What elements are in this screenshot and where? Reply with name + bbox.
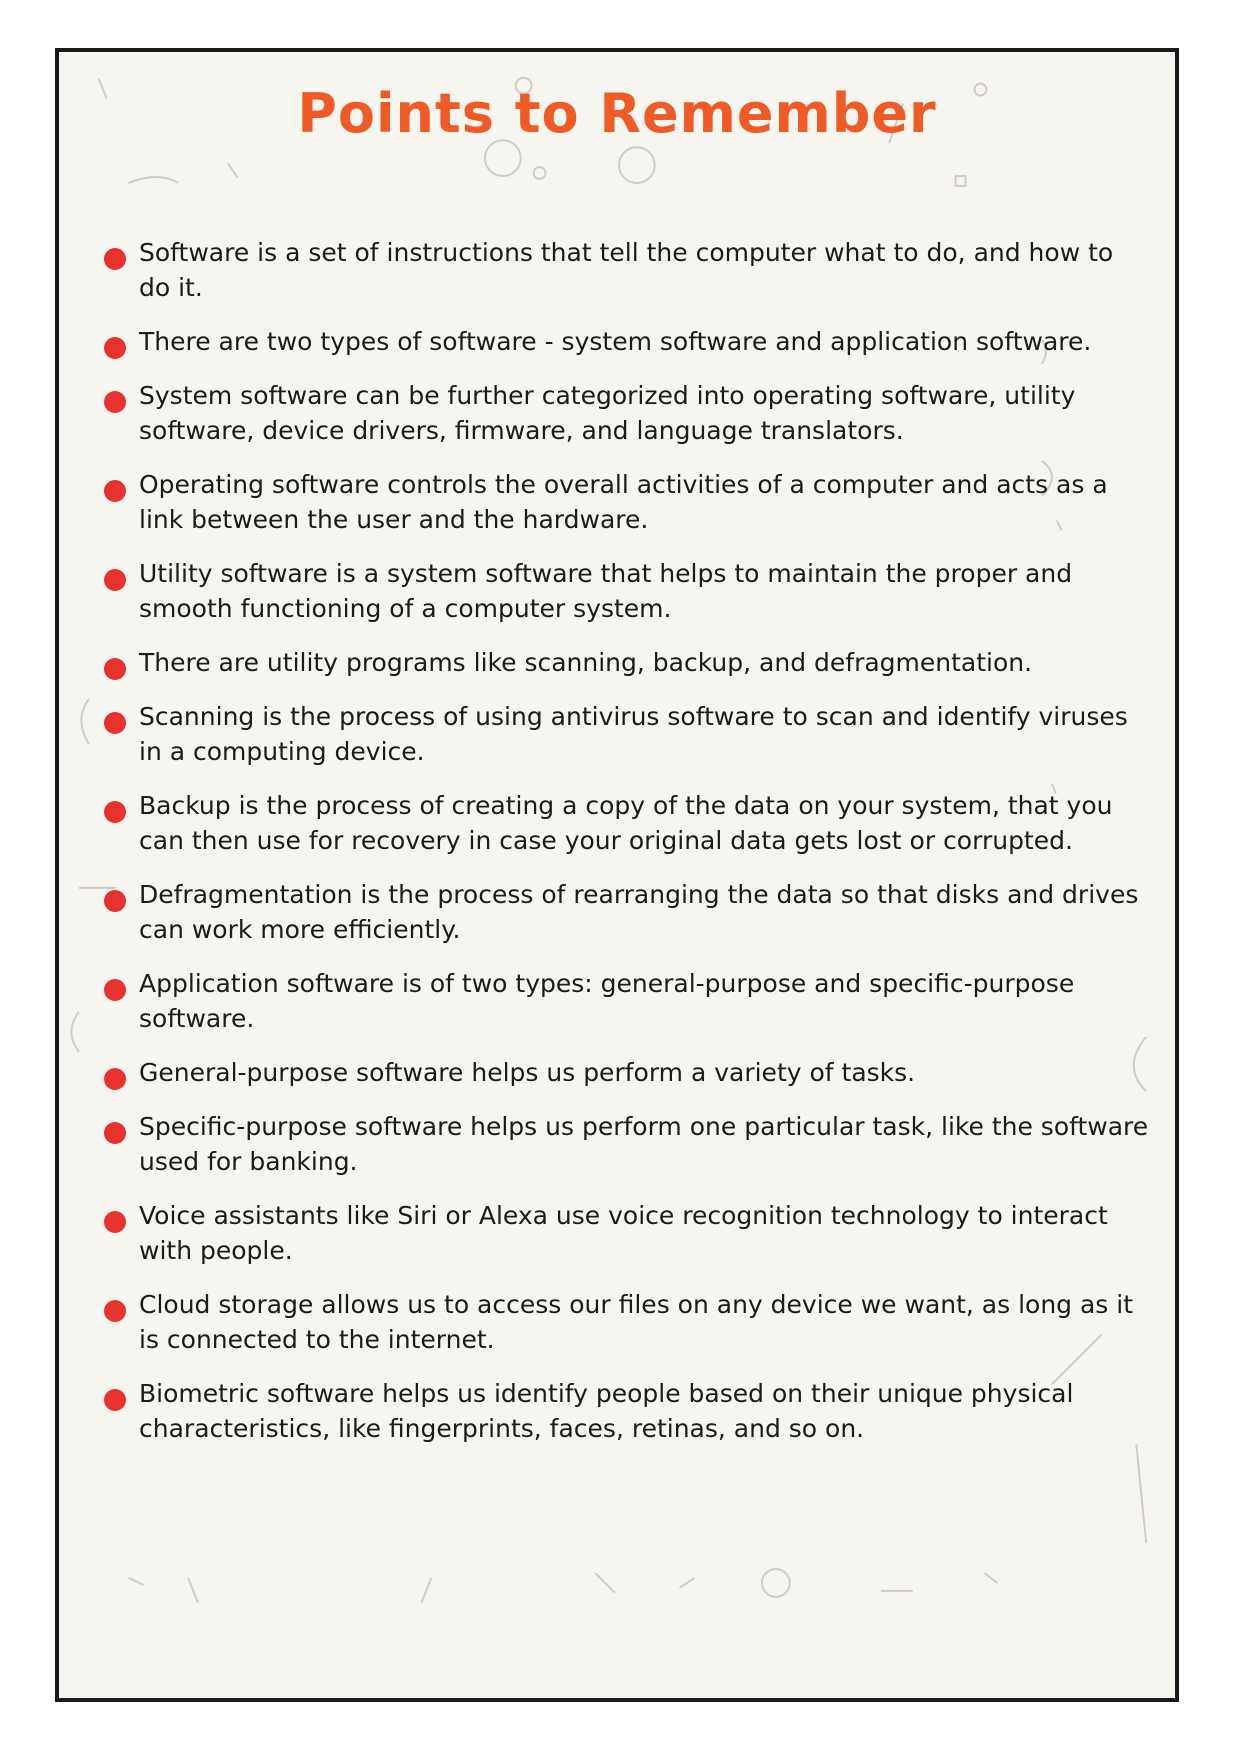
list-item [139, 556, 1149, 626]
bullet-dot-icon [104, 1389, 126, 1411]
points-list [139, 235, 1149, 1446]
point-text: Specific-purpose software helps us perform one particular task, like the software used for banking. [139, 1112, 1149, 1176]
point-text: Defragmentation is the process of rearranging the data so that disks and drives can work more efficiently. [139, 880, 1139, 944]
bullet-dot-icon [104, 391, 126, 413]
point-text: Biometric software helps us identify people based on their unique physical characteristics, like fingerprints, faces, retinas, and so on. [139, 1379, 1074, 1443]
bullet-dot-icon [104, 1068, 126, 1090]
bullet-dot-icon [104, 712, 126, 734]
point-text: Cloud storage allows us to access our files on any device we want, as long as it is connected to the internet. [139, 1290, 1134, 1354]
page-frame [55, 48, 1179, 1702]
bullet-dot-icon [104, 1122, 126, 1144]
point-text: General-purpose software helps us perform a variety of tasks. [139, 1058, 916, 1087]
list-item [139, 1198, 1149, 1268]
list-item [139, 235, 1149, 305]
point-text: Operating software controls the overall activities of a computer and acts as a link between the user and the hardware. [139, 470, 1108, 534]
point-text: There are two types of software - system software and application software. [139, 327, 1092, 356]
list-item [139, 324, 1149, 359]
bullet-dot-icon [104, 337, 126, 359]
list-item [139, 877, 1149, 947]
bullet-dot-icon [104, 658, 126, 680]
bullet-dot-icon [104, 1211, 126, 1233]
point-text: Backup is the process of creating a copy of the data on your system, that you can then use for recovery in case your original data gets lost or corrupted. [139, 791, 1113, 855]
bullet-dot-icon [104, 248, 126, 270]
list-item [139, 467, 1149, 537]
bullet-dot-icon [104, 801, 126, 823]
point-text: System software can be further categorized into operating software, utility software, device drivers, firmware, and language translators. [139, 381, 1076, 445]
point-text: Software is a set of instructions that tell the computer what to do, and how to do it. [139, 238, 1114, 302]
page-title: Points to Remember [297, 82, 937, 145]
bullet-dot-icon [104, 480, 126, 502]
point-text: Voice assistants like Siri or Alexa use voice recognition technology to interact with people. [139, 1201, 1108, 1265]
list-item [139, 645, 1149, 680]
list-item [139, 378, 1149, 448]
point-text: Scanning is the process of using antivirus software to scan and identify viruses in a computing device. [139, 702, 1128, 766]
point-text: There are utility programs like scanning, backup, and defragmentation. [139, 648, 1033, 677]
bullet-dot-icon [104, 890, 126, 912]
list-item [139, 1376, 1149, 1446]
list-item [139, 1055, 1149, 1090]
list-item [139, 1287, 1149, 1357]
point-text: Utility software is a system software that helps to maintain the proper and smooth functioning of a computer system. [139, 559, 1073, 623]
bullet-dot-icon [104, 979, 126, 1001]
list-item [139, 788, 1149, 858]
bullet-dot-icon [104, 1300, 126, 1322]
list-item [139, 966, 1149, 1036]
bullet-dot-icon [104, 569, 126, 591]
list-item [139, 1109, 1149, 1179]
list-item [139, 699, 1149, 769]
point-text: Application software is of two types: general-purpose and specific-purpose software. [139, 969, 1075, 1033]
